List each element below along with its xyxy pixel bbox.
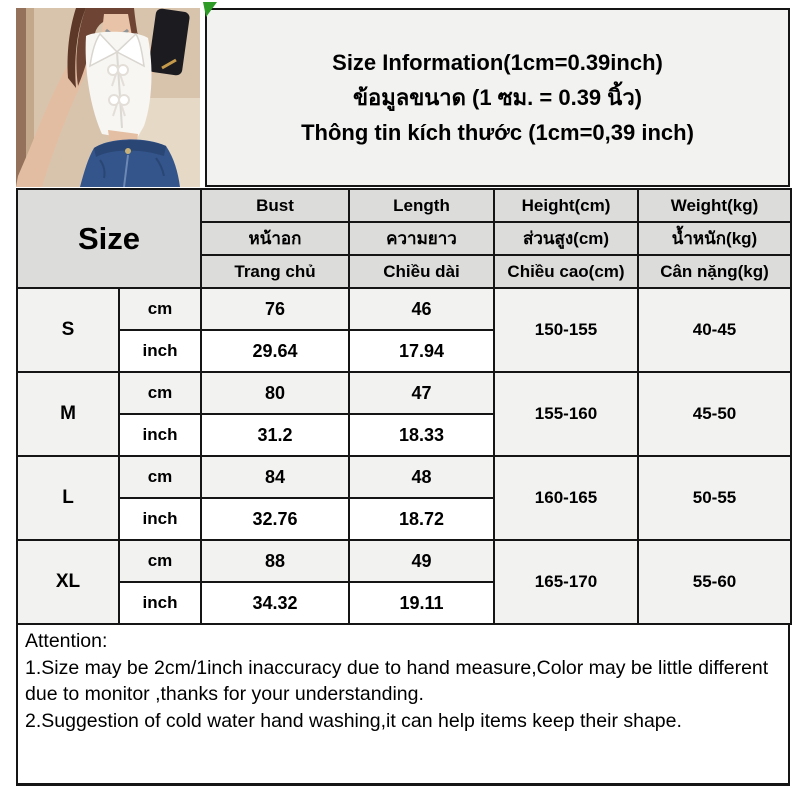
length-xl-cm: 49 — [349, 540, 494, 582]
header-row-en — [17, 189, 791, 222]
table-row-m-cm — [17, 372, 791, 414]
bust-s-inch: 29.64 — [201, 330, 349, 372]
bust-m-cm: 80 — [201, 372, 349, 414]
col-header-bust-th: หน้าอก — [201, 222, 349, 255]
title-box — [205, 8, 790, 187]
size-label-s: S — [17, 288, 119, 372]
col-header-height-th: ส่วนสูง(cm) — [494, 222, 638, 255]
table-row-xl-cm — [17, 540, 791, 582]
bust-xl-cm: 88 — [201, 540, 349, 582]
col-header-length-vi: Chiều dài — [349, 255, 494, 288]
title-line-vi: Thông tin kích thước (1cm=0,39 inch) — [301, 120, 694, 145]
unit-label-inch: inch — [119, 582, 201, 624]
green-corner-icon — [203, 2, 217, 17]
size-table — [16, 188, 792, 625]
bust-xl-inch: 34.32 — [201, 582, 349, 624]
attention-note-1: 1.Size may be 2cm/1inch inaccuracy due to hand measure,Color may be little different due to monitor ,thanks for your understanding. — [25, 656, 769, 705]
unit-label-cm: cm — [119, 456, 201, 498]
height-m: 155-160 — [494, 372, 638, 456]
length-l-cm: 48 — [349, 456, 494, 498]
attention-box — [16, 623, 790, 786]
size-label-m: M — [17, 372, 119, 456]
model-photo-illustration — [16, 8, 200, 187]
attention-note-2: 2.Suggestion of cold water hand washing,it can help items keep their shape. — [25, 709, 682, 732]
size-label-xl: XL — [17, 540, 119, 624]
height-l: 160-165 — [494, 456, 638, 540]
length-l-inch: 18.72 — [349, 498, 494, 540]
col-header-weight-vi: Cân nặng(kg) — [638, 255, 791, 288]
height-s: 150-155 — [494, 288, 638, 372]
unit-label-inch: inch — [119, 414, 201, 456]
length-m-inch: 18.33 — [349, 414, 494, 456]
size-header-cell: Size — [17, 189, 201, 288]
weight-l: 50-55 — [638, 456, 791, 540]
model-photo — [16, 8, 200, 187]
table-row-l-cm — [17, 456, 791, 498]
col-header-height-en: Height(cm) — [494, 189, 638, 222]
length-s-cm: 46 — [349, 288, 494, 330]
length-m-cm: 47 — [349, 372, 494, 414]
weight-s: 40-45 — [638, 288, 791, 372]
bust-l-cm: 84 — [201, 456, 349, 498]
bust-l-inch: 32.76 — [201, 498, 349, 540]
title-line-en: Size Information(1cm=0.39inch) — [332, 50, 663, 75]
col-header-weight-th: น้ำหนัก(kg) — [638, 222, 791, 255]
col-header-weight-en: Weight(kg) — [638, 189, 791, 222]
unit-label-cm: cm — [119, 372, 201, 414]
length-s-inch: 17.94 — [349, 330, 494, 372]
unit-label-cm: cm — [119, 288, 201, 330]
unit-label-cm: cm — [119, 540, 201, 582]
unit-label-inch: inch — [119, 498, 201, 540]
height-xl: 165-170 — [494, 540, 638, 624]
title-line-th: ข้อมูลขนาด (1 ซม. = 0.39 นิ้ว) — [352, 85, 642, 110]
bust-s-cm: 76 — [201, 288, 349, 330]
length-xl-inch: 19.11 — [349, 582, 494, 624]
unit-label-inch: inch — [119, 330, 201, 372]
attention-title: Attention: — [25, 630, 108, 652]
weight-xl: 55-60 — [638, 540, 791, 624]
table-row-s-cm — [17, 288, 791, 330]
top-section — [16, 8, 790, 187]
weight-m: 45-50 — [638, 372, 791, 456]
bust-m-inch: 31.2 — [201, 414, 349, 456]
content-area — [16, 8, 790, 786]
col-header-bust-en: Bust — [201, 189, 349, 222]
col-header-bust-vi: Trang chủ — [201, 255, 349, 288]
col-header-height-vi: Chiều cao(cm) — [494, 255, 638, 288]
size-label-l: L — [17, 456, 119, 540]
col-header-length-th: ความยาว — [349, 222, 494, 255]
col-header-length-en: Length — [349, 189, 494, 222]
